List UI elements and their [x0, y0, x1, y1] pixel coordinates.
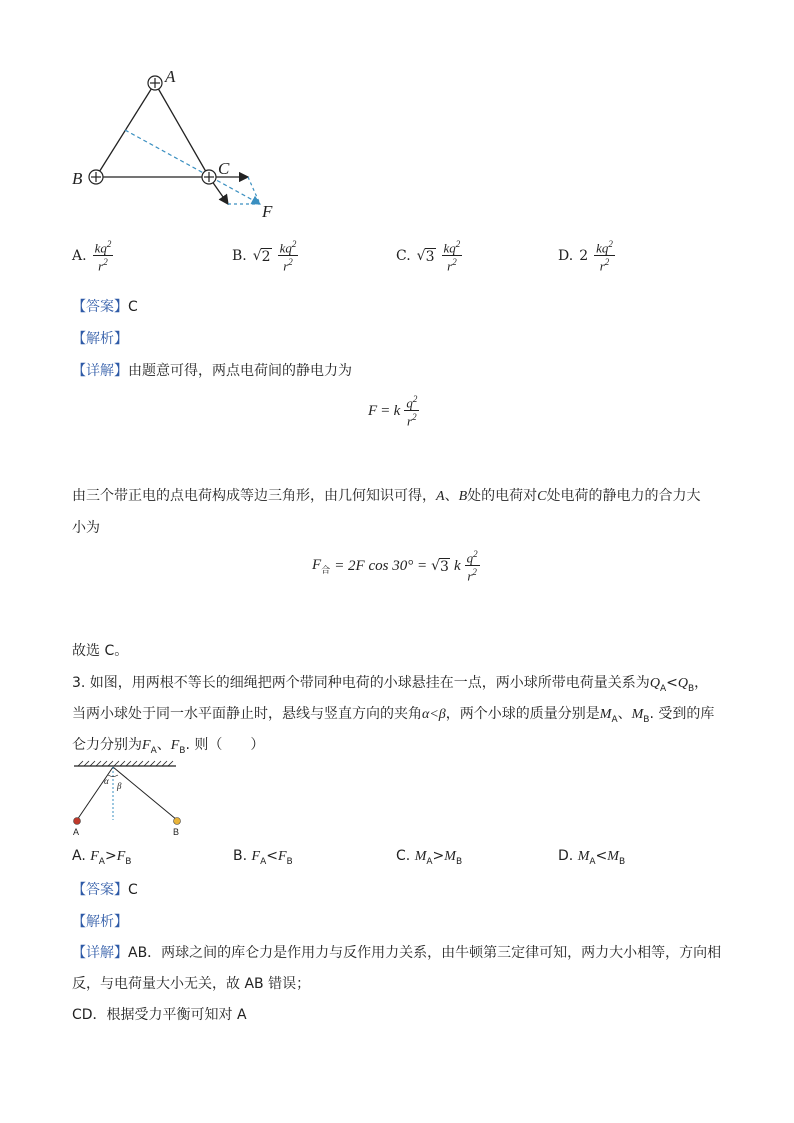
- option-fraction: $\frac{kq^2}{r^2}$: [94, 239, 112, 274]
- beta-label: β: [117, 781, 122, 791]
- q3-detail-line3: CD．根据受力平衡可知对 A: [72, 1007, 247, 1023]
- option-fraction: $\frac{kq^2}{r^2}$: [443, 239, 461, 274]
- q2-para2-line1: 由三个带正电的点电荷构成等边三角形，由几何知识可得，A、B处的电荷对C处电荷的静电力的合力大: [72, 488, 701, 504]
- q3-stem-line2: 当两小球处于同一水平面静止时，悬线与竖直方向的夹角α<β，两个小球的质量分别是$M_A$、$M_B$. 受到的库: [72, 706, 715, 725]
- option-letter: C.: [396, 248, 411, 265]
- q2-analysis-tag: 【解析】: [72, 331, 128, 347]
- option-letter: D.: [558, 248, 574, 265]
- q2-para2-line2: 小为: [72, 520, 100, 536]
- q3-analysis-tag: 【解析】: [72, 914, 128, 930]
- q2-answer: 【答案】C: [72, 299, 138, 315]
- option-fraction: $\frac{kq^2}{r^2}$: [279, 239, 297, 274]
- q2-option-d[interactable]: [558, 240, 615, 273]
- alpha-label: α: [104, 776, 109, 786]
- q3-stem-line3: 仑力分别为$F_A$、$F_B$. 则（ ）: [72, 737, 265, 756]
- label-C: C: [218, 159, 230, 178]
- sqrt-term: √ 3: [416, 248, 435, 265]
- q3-answer: 【答案】C: [72, 882, 138, 898]
- option-letter: A.: [72, 248, 87, 265]
- q3-option-d[interactable]: D. $M_A<M_B$: [558, 848, 626, 867]
- q2-option-b[interactable]: [232, 240, 298, 273]
- q2-option-a[interactable]: [72, 240, 113, 273]
- charge-A: [148, 76, 162, 90]
- label-F: F: [262, 202, 273, 221]
- q3-detail-line1: 【详解】AB．两球之间的库仑力是作用力与反作用力关系，由牛顿第三定律可知，两力大小相等，方向相: [72, 945, 722, 961]
- formula-coulomb: F = k $\frac{q^2}{r^2}$: [368, 394, 418, 429]
- label-A: A: [165, 67, 176, 86]
- q2-detail: 【详解】由题意可得，两点电荷间的静电力为: [72, 363, 352, 379]
- q3-stem-line1: 3. 如图，用两根不等长的细绳把两个带同种电荷的小球悬挂在一点，两小球所带电荷量关系为$Q_A<Q_B$，: [72, 675, 709, 694]
- formula-resultant: $F_合$ = 2F cos 30° = √ 3 k $\frac{q^2}{r^2}$: [312, 549, 478, 584]
- ball-A-label: A: [73, 827, 80, 837]
- q3-option-a[interactable]: A. $F_A>F_B$: [72, 848, 132, 867]
- sqrt-term: √ 2: [252, 248, 271, 265]
- q3-option-c[interactable]: C. $M_A>M_B$: [396, 848, 463, 867]
- coefficient: 2: [579, 248, 589, 265]
- option-letter: B.: [232, 248, 247, 265]
- q2-option-c[interactable]: [396, 240, 462, 273]
- q3-detail-line2: 反，与电荷量大小无关，故 AB 错误；: [72, 976, 311, 992]
- triangle-figure: [68, 64, 298, 224]
- q2-conclusion: 故选 C。: [72, 643, 129, 659]
- pendulum-figure: [66, 760, 196, 840]
- ball-A: [74, 818, 81, 825]
- ball-B-label: B: [173, 827, 180, 837]
- ball-B: [174, 818, 181, 825]
- charge-B: [89, 170, 103, 184]
- charge-C: [202, 170, 216, 184]
- q3-option-b[interactable]: B. $F_A<F_B$: [233, 848, 293, 867]
- option-fraction: $\frac{kq^2}{r^2}$: [596, 239, 613, 274]
- label-B: B: [72, 169, 83, 188]
